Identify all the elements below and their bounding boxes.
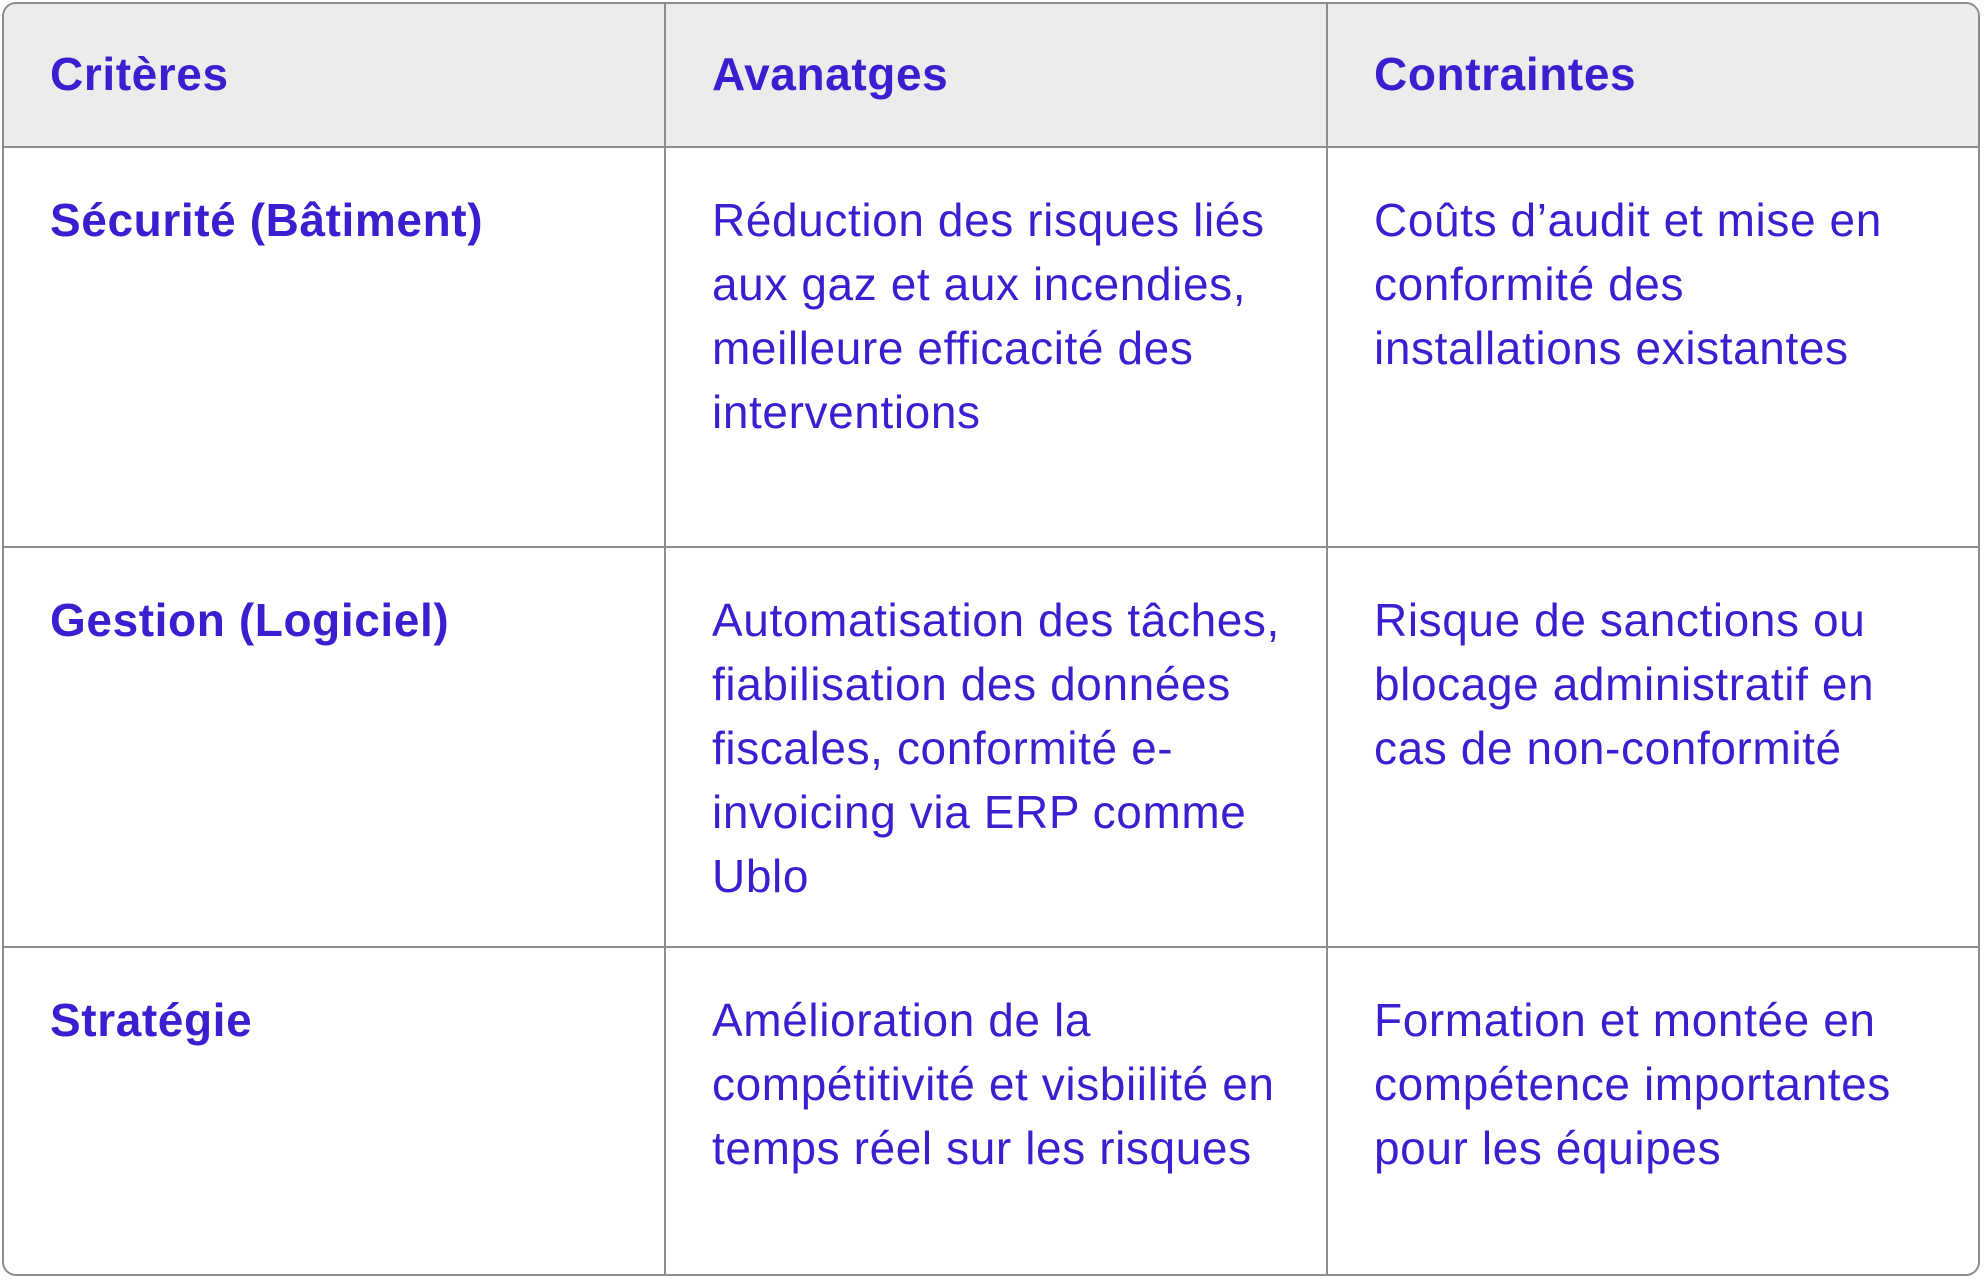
row-gestion-critere: Gestion (Logiciel) — [4, 548, 666, 948]
row-strategie-contraintes: Formation et montée en compétence importantes pour les équipes — [1374, 994, 1891, 1174]
comparison-table — [2, 2, 1980, 1276]
row-securite-avantages: Réduction des risques liés aux gaz et aux incendies, meilleure efficacité des interventions — [666, 148, 1328, 548]
row-strategie-avantages: Amélioration de la compétitivité et visbiilité en temps réel sur les risques — [666, 948, 1328, 1274]
row-securite-contraintes: Coûts d’audit et mise en conformité des installations existantes — [1328, 148, 1978, 548]
row-securite-critere: Sécurité (Bâtiment) — [4, 148, 666, 548]
row-gestion-avantages: Automatisation des tâches, fiabilisation des données fiscales, conformité e-invoicing via ERP comme Ublo — [666, 548, 1328, 948]
header-avantages: Avanatges — [666, 4, 1328, 148]
row-gestion-contraintes: Risque de sanctions ou blocage administratif en cas de non-conformité — [1328, 548, 1978, 948]
header-contraintes: Contraintes — [1328, 4, 1978, 148]
row-strategie-critere: Stratégie — [4, 948, 666, 1274]
header-criteres: Critères — [4, 4, 666, 148]
